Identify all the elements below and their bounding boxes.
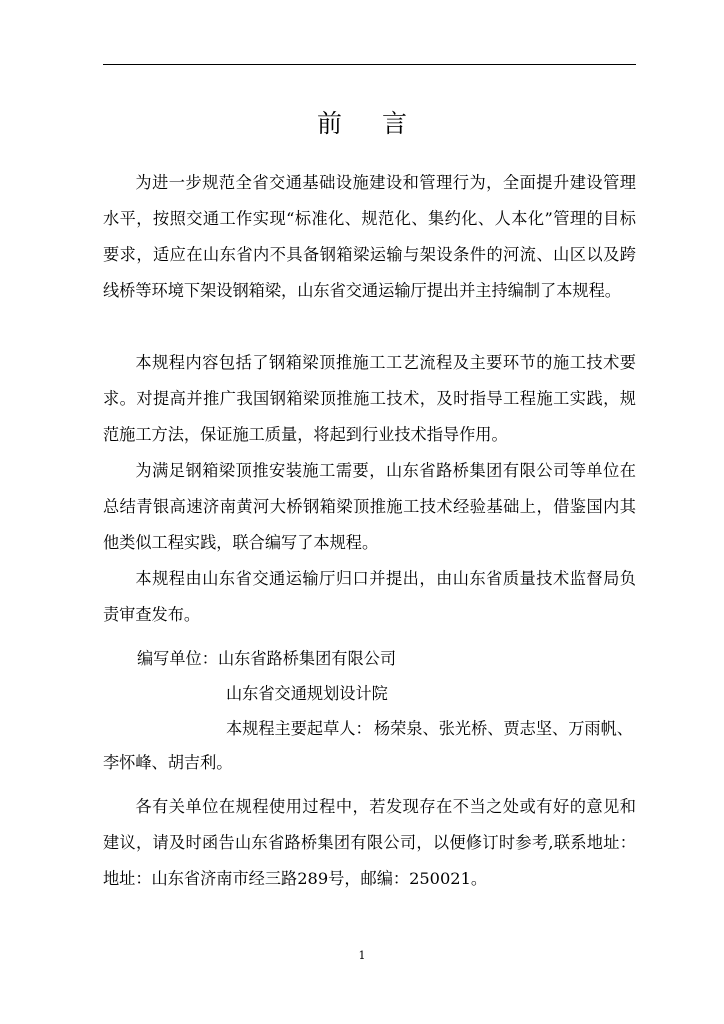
drafters-names-line1: 杨荣泉、张光桥、贾志坚、万雨帆、 xyxy=(374,719,633,738)
author-unit-2: 山东省交通规划设计院 xyxy=(226,684,388,703)
page-number: 1 xyxy=(358,949,366,962)
author-unit-1: 山东省路桥集团有限公司 xyxy=(218,649,397,668)
paragraph-issuer: 本规程由山东省交通运输厅归口并提出，由山东省质量技术监督局负责审查发布。 xyxy=(103,569,636,624)
page-title: 前言 xyxy=(316,109,447,138)
drafters-names-line2: 李怀峰、胡吉利。 xyxy=(103,753,233,772)
paragraph-background: 为满足钢箱梁顶推安装施工需要，山东省路桥集团有限公司等单位在总结青银高速济南黄河大桥钢箱梁顶推施工技术经验基础上，借鉴国内其他类似工程实践，联合编写了本规程。 xyxy=(103,461,636,552)
paragraph-feedback: 各有关单位在规程使用过程中，若发现存在不当之处或有好的意见和建议，请及时函告山东省路桥集团有限公司，以便修订时参考,联系地址：地址：山东省济南市经三路289号，邮编：250021。 xyxy=(103,797,636,888)
paragraph-purpose: 为进一步规范全省交通基础设施建设和管理行为，全面提升建设管理水平，按照交通工作实现“标准化、规范化、集约化、人本化”管理的目标要求，适应在山东省内不具备钢箱梁运输与架设条件的河流、山区以及跨线桥等环境下架设钢箱梁，山东省交通运输厅提出并主持编制了本规程。 xyxy=(103,173,636,300)
paragraph-scope: 本规程内容包括了钢箱梁顶推施工工艺流程及主要环节的施工技术要求。对提高并推广我国钢箱梁顶推施工技术，及时指导工程施工实践，规范施工方法，保证施工质量，将起到行业技术指导作用。 xyxy=(103,353,636,444)
header-rule xyxy=(103,64,636,65)
unit-label: 编写单位： xyxy=(137,649,218,668)
drafters-label: 本规程主要起草人： xyxy=(226,719,372,738)
